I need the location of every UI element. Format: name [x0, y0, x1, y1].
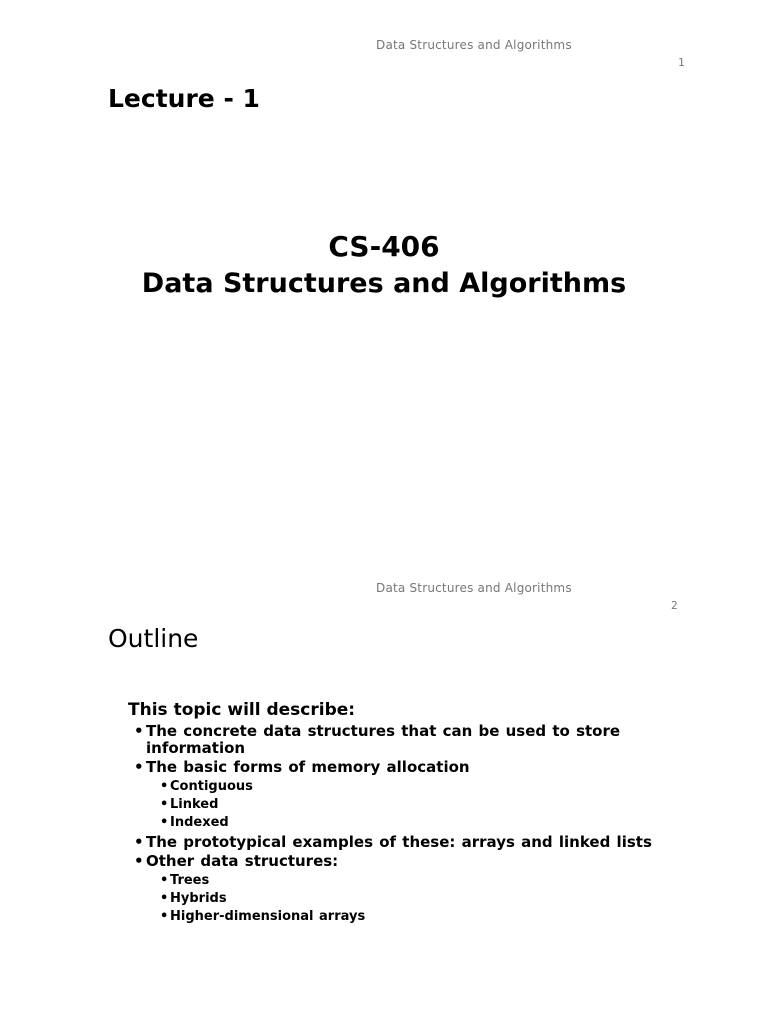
- slide-number: 2: [671, 599, 678, 612]
- bullet-text: • The basic forms of memory allocation: [134, 758, 470, 776]
- intro-text: This topic will describe:: [128, 700, 356, 720]
- outline-content: [128, 700, 688, 928]
- sub-bullet-list: [146, 778, 688, 832]
- slide-number: 1: [678, 56, 685, 69]
- bullet-text: • Other data structures:: [134, 852, 338, 870]
- bullet-text: • The concrete data structures that can be used to store information: [134, 722, 620, 757]
- slide-2: [0, 540, 768, 1024]
- bullet-item: [132, 853, 688, 926]
- course-name: Data Structures and Algorithms: [141, 268, 627, 299]
- slide-title: Outline: [108, 624, 199, 653]
- sub-bullet-item: • Trees: [160, 872, 688, 890]
- course-code: CS-406: [328, 230, 440, 263]
- sub-bullet-item: • Higher-dimensional arrays: [160, 908, 688, 926]
- lecture-title: Lecture - 1: [108, 84, 260, 113]
- sub-bullet-list: [146, 872, 688, 926]
- bullet-item: [132, 834, 688, 851]
- sub-bullet-item: • Indexed: [160, 814, 688, 832]
- sub-bullet-item: • Hybrids: [160, 890, 688, 908]
- bullet-list: [128, 723, 688, 926]
- bullet-item: [132, 723, 688, 757]
- bullet-item: [132, 759, 688, 832]
- sub-bullet-item: • Linked: [160, 796, 688, 814]
- slide-header: Data Structures and Algorithms: [376, 38, 572, 52]
- slide-header: Data Structures and Algorithms: [376, 581, 572, 595]
- bullet-text: • The prototypical examples of these: arrays and linked lists: [134, 833, 652, 851]
- sub-bullet-item: • Contiguous: [160, 778, 688, 796]
